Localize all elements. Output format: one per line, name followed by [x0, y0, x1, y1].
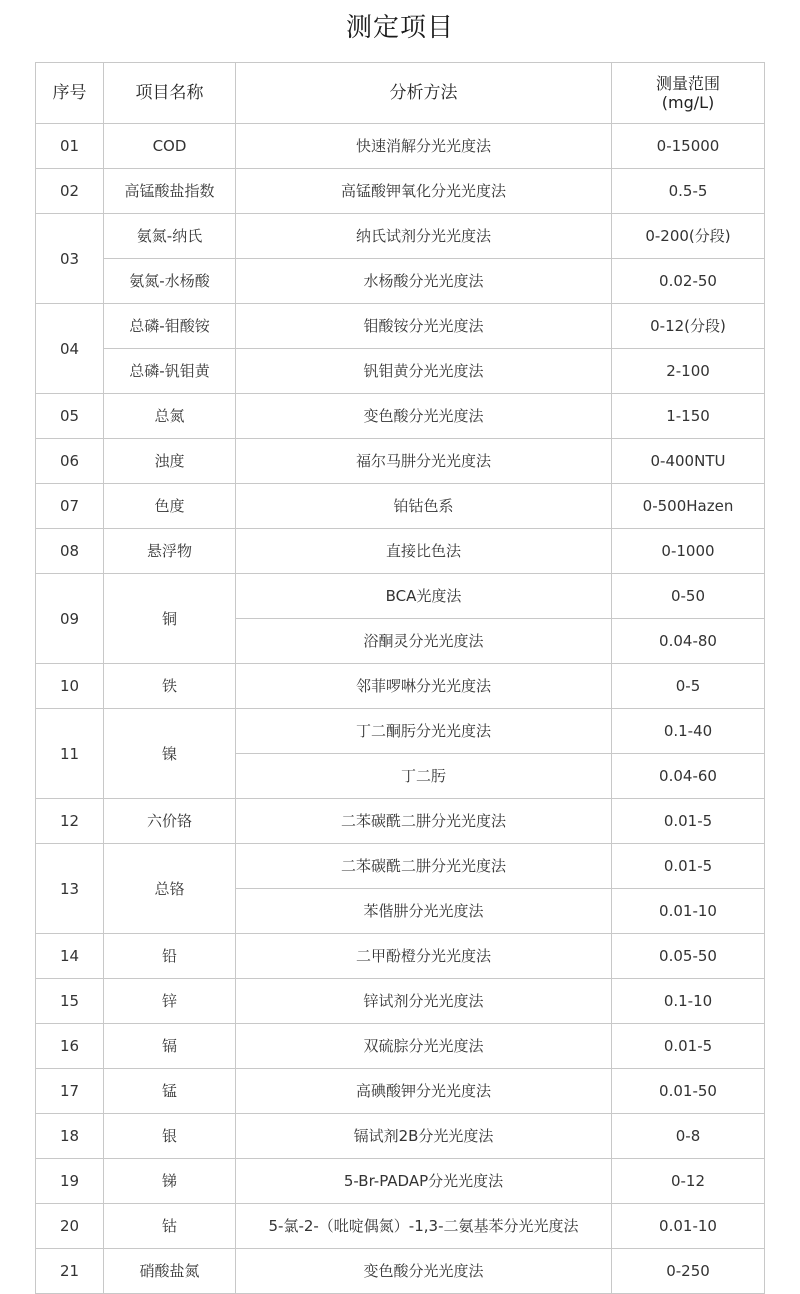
cell-no: 17 [36, 1069, 104, 1114]
page-title: 测定项目 [345, 13, 454, 43]
cell-range: 0-50 [612, 574, 765, 619]
cell-name: 悬浮物 [104, 529, 236, 574]
cell-method: 高碘酸钾分光光度法 [236, 1069, 612, 1114]
cell-name: 铅 [104, 934, 236, 979]
cell-no: 12 [36, 799, 104, 844]
cell-range: 0.01-5 [612, 799, 765, 844]
cell-method: 丁二肟 [236, 754, 612, 799]
table-row [36, 1204, 765, 1249]
cell-method: 二苯碳酰二肼分光光度法 [236, 844, 612, 889]
cell-name: 镍 [104, 709, 236, 799]
cell-method: 钒钼黄分光光度法 [236, 349, 612, 394]
cell-no: 09 [36, 574, 104, 664]
cell-method: 锌试剂分光光度法 [236, 979, 612, 1024]
cell-name: 钴 [104, 1204, 236, 1249]
cell-range: 0.04-60 [612, 754, 765, 799]
cell-name: 锑 [104, 1159, 236, 1204]
cell-range: 0-12 [612, 1159, 765, 1204]
cell-range: 0-8 [612, 1114, 765, 1159]
cell-name: 总磷-钒钼黄 [104, 349, 236, 394]
header-no: 序号 [36, 63, 104, 124]
table-row [36, 1024, 765, 1069]
table-row [36, 124, 765, 169]
cell-no: 21 [36, 1249, 104, 1294]
cell-no: 04 [36, 304, 104, 394]
cell-name: 高锰酸盐指数 [104, 169, 236, 214]
table-row [36, 1159, 765, 1204]
table-row [36, 574, 765, 619]
cell-range: 0.01-5 [612, 1024, 765, 1069]
cell-name: 镉 [104, 1024, 236, 1069]
table-row [36, 484, 765, 529]
cell-method: 邻菲啰啉分光光度法 [236, 664, 612, 709]
cell-range: 0.01-50 [612, 1069, 765, 1114]
table-row [36, 934, 765, 979]
cell-method: 快速消解分光光度法 [236, 124, 612, 169]
cell-name: 铁 [104, 664, 236, 709]
cell-range: 0.01-10 [612, 1204, 765, 1249]
cell-no: 10 [36, 664, 104, 709]
table-row [36, 529, 765, 574]
cell-name: 锰 [104, 1069, 236, 1114]
cell-method: 纳氏试剂分光光度法 [236, 214, 612, 259]
cell-no: 03 [36, 214, 104, 304]
table-row [36, 169, 765, 214]
cell-range: 0-200(分段) [612, 214, 765, 259]
table-row [36, 799, 765, 844]
cell-method: 直接比色法 [236, 529, 612, 574]
cell-no: 16 [36, 1024, 104, 1069]
table-row [36, 664, 765, 709]
header-row [36, 63, 765, 124]
measurement-table [35, 62, 765, 1294]
cell-no: 15 [36, 979, 104, 1024]
cell-name: 银 [104, 1114, 236, 1159]
header-range-unit: (mg/L) [661, 93, 715, 112]
cell-method: 镉试剂2B分光光度法 [236, 1114, 612, 1159]
cell-no: 19 [36, 1159, 104, 1204]
cell-range: 0-15000 [612, 124, 765, 169]
table-row [36, 439, 765, 484]
cell-no: 07 [36, 484, 104, 529]
table-row [36, 844, 765, 889]
cell-name: 色度 [104, 484, 236, 529]
cell-name: 总磷-钼酸铵 [104, 304, 236, 349]
cell-name: 氨氮-水杨酸 [104, 259, 236, 304]
table-body [36, 124, 765, 1294]
cell-name: 总氮 [104, 394, 236, 439]
cell-name: 氨氮-纳氏 [104, 214, 236, 259]
cell-name: 硝酸盐氮 [104, 1249, 236, 1294]
table-row [36, 1114, 765, 1159]
cell-no: 14 [36, 934, 104, 979]
cell-method: 变色酸分光光度法 [236, 394, 612, 439]
cell-method: 水杨酸分光光度法 [236, 259, 612, 304]
cell-method: 浴酮灵分光光度法 [236, 619, 612, 664]
table-row [36, 214, 765, 259]
cell-range: 0.05-50 [612, 934, 765, 979]
cell-name: 浊度 [104, 439, 236, 484]
cell-range: 0-1000 [612, 529, 765, 574]
cell-name: 铜 [104, 574, 236, 664]
table-row [36, 259, 765, 304]
cell-range: 0.01-10 [612, 889, 765, 934]
cell-range: 0.01-5 [612, 844, 765, 889]
header-range-label: 测量范围 [655, 74, 720, 93]
cell-no: 02 [36, 169, 104, 214]
cell-range: 0.1-40 [612, 709, 765, 754]
cell-range: 0-400NTU [612, 439, 765, 484]
table-row [36, 304, 765, 349]
cell-range: 0-250 [612, 1249, 765, 1294]
cell-no: 20 [36, 1204, 104, 1249]
cell-range: 0-12(分段) [612, 304, 765, 349]
table-row [36, 709, 765, 754]
cell-range: 0.5-5 [612, 169, 765, 214]
cell-no: 01 [36, 124, 104, 169]
cell-method: 二苯碳酰二肼分光光度法 [236, 799, 612, 844]
table-row [36, 394, 765, 439]
cell-no: 05 [36, 394, 104, 439]
table-header [36, 63, 765, 124]
cell-method: 二甲酚橙分光光度法 [236, 934, 612, 979]
table-row [36, 979, 765, 1024]
table-row [36, 349, 765, 394]
cell-range: 0.02-50 [612, 259, 765, 304]
cell-method: 铂钴色系 [236, 484, 612, 529]
cell-method: 双硫腙分光光度法 [236, 1024, 612, 1069]
cell-method: 丁二酮肟分光光度法 [236, 709, 612, 754]
cell-no: 06 [36, 439, 104, 484]
cell-name: 锌 [104, 979, 236, 1024]
cell-no: 11 [36, 709, 104, 799]
cell-method: 5-Br-PADAP分光光度法 [236, 1159, 612, 1204]
cell-range: 0-5 [612, 664, 765, 709]
cell-name: 总铬 [104, 844, 236, 934]
cell-no: 08 [36, 529, 104, 574]
header-name: 项目名称 [104, 63, 236, 124]
cell-range: 0-500Hazen [612, 484, 765, 529]
header-range [612, 63, 765, 124]
cell-method: 钼酸铵分光光度法 [236, 304, 612, 349]
table-row [36, 1069, 765, 1114]
cell-no: 13 [36, 844, 104, 934]
cell-range: 0.1-10 [612, 979, 765, 1024]
cell-method: 变色酸分光光度法 [236, 1249, 612, 1294]
cell-range: 1-150 [612, 394, 765, 439]
cell-name: 六价铬 [104, 799, 236, 844]
cell-method: 苯偕肼分光光度法 [236, 889, 612, 934]
header-method: 分析方法 [236, 63, 612, 124]
cell-method: 福尔马肼分光光度法 [236, 439, 612, 484]
cell-range: 0.04-80 [612, 619, 765, 664]
cell-range: 2-100 [612, 349, 765, 394]
cell-method: BCA光度法 [236, 574, 612, 619]
cell-method: 高锰酸钾氧化分光光度法 [236, 169, 612, 214]
cell-method: 5-氯-2-（吡啶偶氮）-1,3-二氨基苯分光光度法 [236, 1204, 612, 1249]
cell-no: 18 [36, 1114, 104, 1159]
cell-name: COD [104, 124, 236, 169]
